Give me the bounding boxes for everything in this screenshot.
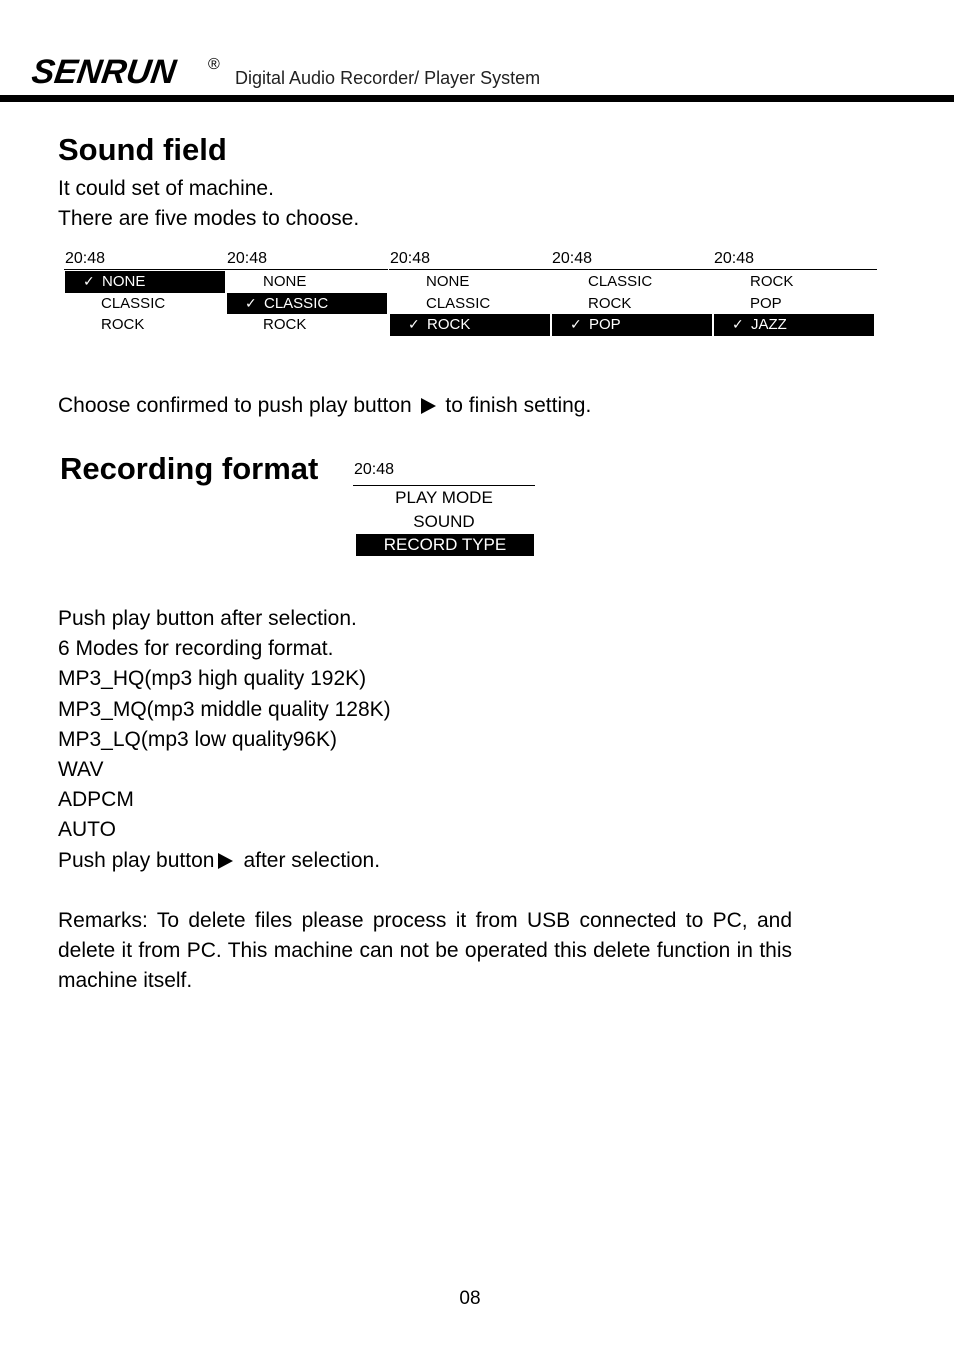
screen-divider	[226, 269, 388, 270]
sound-mode-option[interactable]	[65, 271, 225, 293]
sound-mode-label: NONE	[102, 273, 146, 290]
sound-field-title: Sound field	[58, 132, 227, 167]
confirm-text-after: to finish setting.	[445, 394, 592, 417]
sound-mode-label: ROCK	[588, 294, 632, 312]
sound-field-intro	[58, 174, 359, 234]
sound-mode-screen	[713, 249, 875, 336]
screen-clock: 20:48	[714, 250, 755, 267]
checkmark-icon: ✓	[732, 316, 744, 332]
sound-mode-label: CLASSIC	[101, 294, 166, 312]
confirm-text-before: Choose confirmed to push play button	[58, 394, 412, 417]
sound-mode-option[interactable]	[713, 271, 875, 293]
header-divider	[0, 95, 954, 102]
checkmark-icon: ✓	[570, 316, 582, 332]
sound-mode-label: ROCK	[101, 316, 145, 333]
checkmark-icon: ✓	[245, 294, 257, 311]
intro-line: There are five modes to choose.	[58, 207, 360, 231]
screen-clock: 20:48	[552, 250, 593, 267]
page-number: 08	[459, 1288, 481, 1309]
sound-mode-label: JAZZ	[751, 316, 787, 333]
format-line: 6 Modes for recording format.	[58, 637, 334, 661]
sound-mode-option[interactable]	[551, 293, 713, 315]
sound-mode-screen	[64, 249, 226, 336]
sound-mode-label: NONE	[263, 273, 307, 290]
sound-mode-option[interactable]	[552, 314, 712, 336]
brand-logo: SENRUN	[29, 53, 179, 91]
checkmark-icon: ✓	[83, 273, 95, 289]
menu-item[interactable]: SOUND	[413, 512, 475, 531]
sound-mode-option[interactable]	[389, 293, 551, 315]
play-triangle-icon	[421, 398, 436, 414]
intro-line: It could set of machine.	[58, 177, 274, 200]
sound-mode-label: ROCK	[263, 316, 307, 333]
menu-item[interactable]: RECORD TYPE	[356, 534, 534, 556]
sound-mode-option[interactable]	[714, 314, 874, 336]
header-subtitle: Digital Audio Recorder/ Player System	[235, 68, 541, 88]
sound-mode-label: CLASSIC	[264, 294, 329, 312]
screen-clock: 20:48	[390, 250, 431, 267]
sound-mode-option[interactable]	[227, 293, 387, 315]
screen-clock: 20:48	[65, 250, 106, 267]
sound-mode-option[interactable]	[389, 271, 551, 293]
format-line: ADPCM	[58, 788, 134, 812]
sound-mode-label: CLASSIC	[588, 273, 653, 290]
registered-mark: ®	[208, 56, 220, 73]
recording-format-title: Recording format	[60, 451, 319, 486]
screen-divider	[551, 269, 713, 270]
sound-mode-option[interactable]	[713, 293, 875, 315]
recording-format-text	[58, 604, 391, 876]
screen-divider	[713, 269, 877, 270]
menu-list	[353, 486, 535, 556]
sound-mode-option[interactable]	[64, 293, 226, 315]
screen-divider	[389, 269, 551, 270]
sound-mode-label: ROCK	[427, 316, 471, 333]
record-menu-screen	[353, 460, 535, 556]
sound-mode-screen	[226, 249, 388, 336]
sound-mode-label: POP	[589, 316, 621, 333]
remarks-paragraph: Remarks: To delete files please process it from USB connected to PC, and delete it from PC. This machine can not be operated this delete function in this machine itself.	[58, 909, 792, 993]
sound-mode-option[interactable]	[64, 314, 226, 336]
sound-mode-option[interactable]	[551, 271, 713, 293]
format-line: AUTO	[58, 818, 116, 842]
menu-item[interactable]: PLAY MODE	[395, 488, 493, 507]
sound-mode-label: POP	[750, 294, 782, 312]
sound-mode-label: CLASSIC	[426, 294, 491, 312]
format-line: MP3_LQ(mp3 low quality96K)	[58, 727, 337, 751]
confirm-instruction	[58, 391, 591, 421]
format-line: MP3_MQ(mp3 middle quality 128K)	[58, 697, 391, 721]
sound-mode-screen	[551, 249, 713, 336]
checkmark-icon: ✓	[408, 316, 420, 332]
sound-mode-label: NONE	[426, 273, 470, 290]
sound-mode-option[interactable]	[226, 271, 388, 293]
sound-mode-option[interactable]	[226, 314, 388, 336]
format-line: Push play button after selection.	[58, 607, 357, 630]
sound-mode-label: ROCK	[750, 273, 794, 290]
screen-clock: 20:48	[227, 250, 268, 267]
push-text-before: Push play button	[58, 848, 215, 872]
format-line: WAV	[58, 758, 104, 782]
sound-mode-screen	[389, 249, 551, 336]
sound-mode-option[interactable]	[390, 314, 550, 336]
format-line: MP3_HQ(mp3 high quality 192K)	[58, 667, 367, 691]
screen-divider	[64, 269, 226, 270]
menu-clock: 20:48	[354, 461, 395, 478]
play-triangle-icon	[218, 853, 233, 869]
push-text-after: after selection.	[243, 848, 381, 872]
